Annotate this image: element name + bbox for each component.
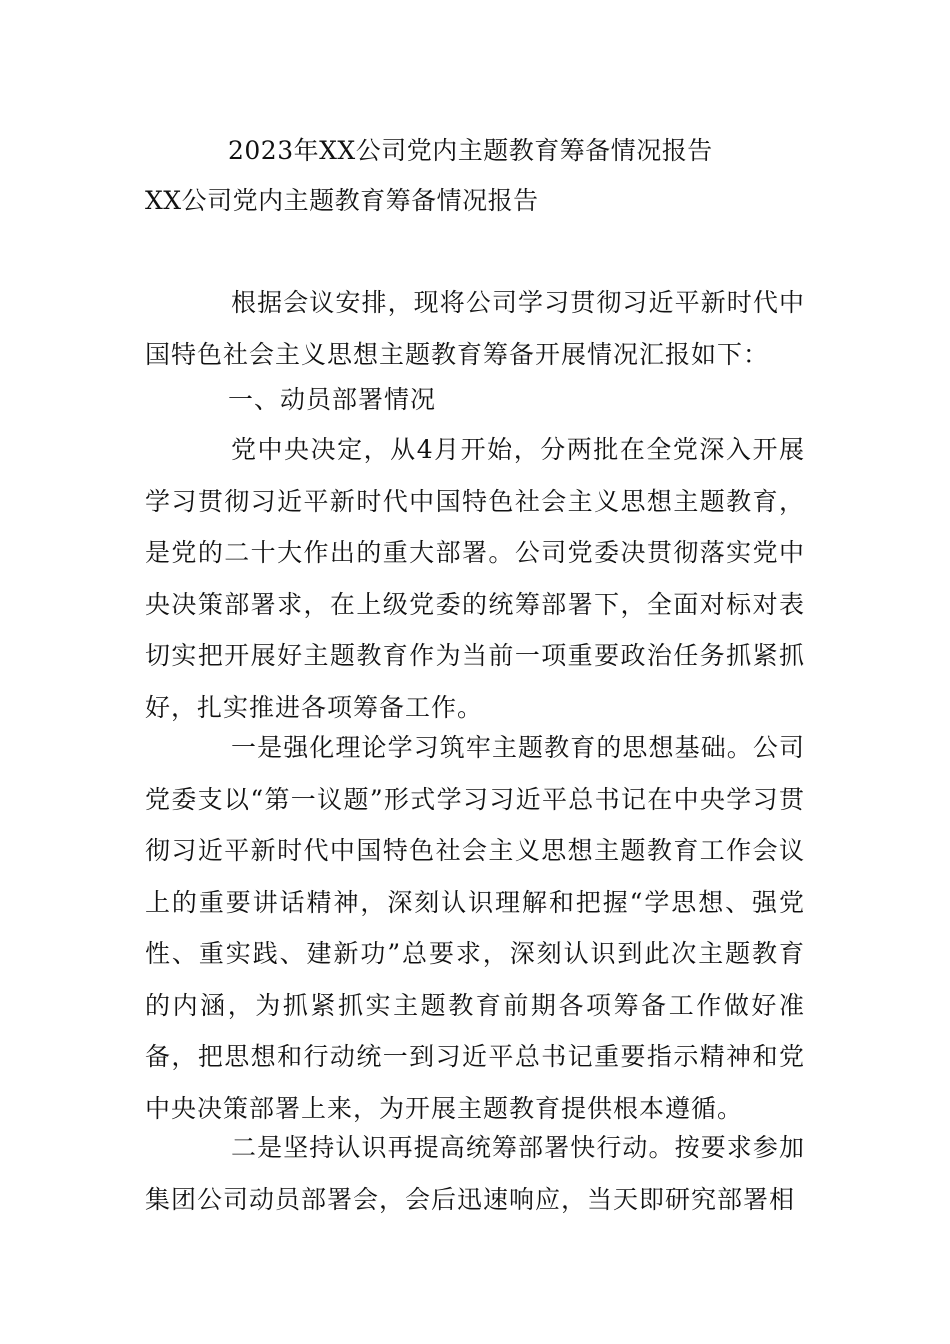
body-paragraph: 一是强化理论学习筑牢主题教育的思想基础。公司党委支以“第一议题”形式学习习近平总书记在中央学习贯彻习近平新时代中国特色社会主义思想主题教育工作会议上的重要讲话精神，深刻认识理解和把握“学思想、强党性、重实践、建新功”总要求，深刻认识到此次主题教育的内涵，为抓紧抓实主题教育前期各项筹备工作做好准备，把思想和行动统一到习近平总书记重要指示精神和党中央决策部署上来，为开展主题教育提供根本遵循。 <box>145 733 805 1123</box>
document-title: 2023年XX公司党内主题教育筹备情况报告 <box>228 136 713 165</box>
document-subtitle: XX公司党内主题教育筹备情况报告 <box>145 186 539 215</box>
body-paragraph: 二是坚持认识再提高统筹部署快行动。按要求参加集团公司动员部署会，会后迅速响应，当天即研究部署相 <box>145 1133 805 1214</box>
intro-paragraph: 根据会议安排，现将公司学习贯彻习近平新时代中国特色社会主义思想主题教育筹备开展情况汇报如下： <box>145 288 805 369</box>
section-heading: 一、动员部署情况 <box>228 385 437 414</box>
body-paragraph: 党中央决定，从4月开始，分两批在全党深入开展学习贯彻习近平新时代中国特色社会主义思想主题教育，是党的二十大作出的重大部署。公司党委决贯彻落实党中央决策部署求，在上级党委的统筹部署下，全面对标对表切实把开展好主题教育作为当前一项重要政治任务抓紧抓好，扎实推进各项筹备工作。 <box>145 435 805 722</box>
